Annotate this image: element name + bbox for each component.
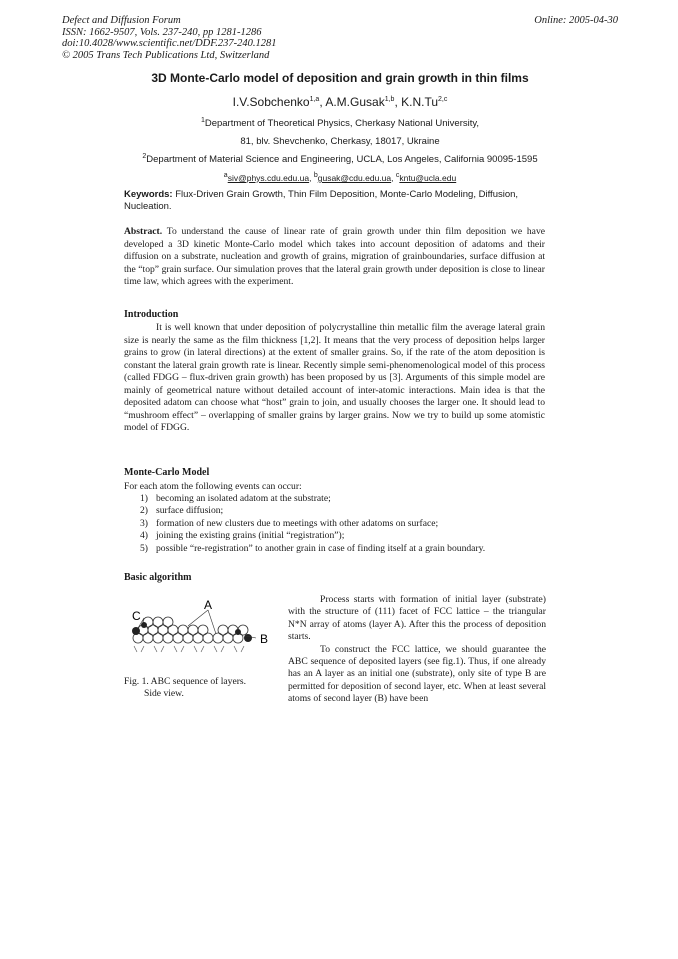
list-item [140, 505, 550, 517]
list-item [140, 530, 550, 542]
paper-title: 3D Monte-Carlo model of deposition and grain growth in thin films [151, 71, 529, 85]
caption-line-1: Fig. 1. ABC sequence of layers. [124, 676, 247, 687]
email-sup: a [223, 172, 228, 180]
algorithm-paragraph-2: To construct the FCC lattice, we should guarantee the ABC sequence of deposited layers (see fig.1). Thus, if one already has an A layer as an initial one (substrate), only site of type B are permitted for deposition of second layer, etc. When at least several atoms of second layer (B) have been [288, 643, 546, 705]
list-text: becoming an isolated adatom at the substrate; [156, 493, 331, 504]
keywords-label: Keywords: [124, 189, 173, 200]
email-sup: b [313, 172, 318, 180]
introduction-paragraph: It is well known that under deposition of polycrystalline thin metallic film the average lateral grain size is nearly the same as the film thickness [1,2]. It means that the very process of deposition helps larger grains to grow (in lateral directions) at the extent of smaller grains. So, if the rate of the atom deposition is constant the lateral grain growth rate is linear. Recently simple semi-phenomenological model of this process (called FDGG – flux-driven grain growth) has been proposed by us [3]. Arguments of this simple model are mainly of geometrical nature without detailed account of inter-atomic interactions. Main idea is that the deposited adatom can choose what “host” grain to join, and usually chooses the larger one. It should lead to “mushroom effect” – overlapping of smaller grains by larger grains. Now we try to build up some atomistic model of FDGG. [124, 322, 545, 433]
substrate-markers [134, 646, 244, 652]
email-link[interactable]: kntu@ucla.edu [399, 173, 457, 183]
doi-line: doi:10.4028/www.scientific.net/DDF.237-240.1281 [62, 38, 277, 49]
abstract-text: To understand the cause of linear rate of grain growth under thin film deposition we have developed a 3D kinetic Monte-Carlo model which takes into account deposition of adatoms and their diffusion on a substrate, nucleation and growth of grains, migration of grainboundaries, surface diffusion at the “top” grain surface. Our simulation proves that the lateral grain growth under deposition is close to linear time law, which agrees with the experiment. [124, 226, 545, 287]
online-date: Online: 2005-04-30 [534, 15, 618, 26]
affiliation-1-line1 [62, 115, 618, 133]
email-sep: , [309, 173, 314, 183]
email-sep: , [391, 173, 396, 183]
list-item [140, 518, 550, 530]
author-list [62, 95, 618, 109]
issn-line: ISSN: 1662-9507, Vols. 237-240, pp 1281-1286 [62, 26, 262, 38]
author-sep: , [319, 95, 326, 109]
algorithm-paragraph-1: Process starts with formation of initial layer (substrate) with the structure of (111) facet of FCC lattice – the triangular N*N array of atoms (layer A). After this the process of deposition starts. [288, 594, 546, 643]
abstract [124, 226, 545, 289]
caption-line-2: Side view. [144, 688, 184, 699]
journal-name: Defect and Diffusion Forum [62, 15, 181, 26]
affil-text: Department of Theoretical Physics, Cherkasy National University, [204, 118, 480, 129]
list-item [140, 543, 550, 555]
event-list [140, 493, 550, 555]
list-item [140, 493, 550, 505]
list-number: 3) [140, 517, 148, 529]
layer-c-atoms [143, 617, 173, 627]
affil-sup: 1 [200, 116, 205, 124]
affil-sup: 2 [142, 152, 147, 160]
affil-text: Department of Material Science and Engineering, UCLA, Los Angeles, California 90095-1595 [146, 154, 538, 165]
affiliations [62, 115, 618, 187]
keywords-text: Flux-Driven Grain Growth, Thin Film Deposition, Monte-Carlo Modeling, Diffusion, Nucleation. [124, 189, 519, 212]
list-text: formation of new clusters due to meetings with other adatoms on surface; [156, 517, 439, 529]
layer-b-atoms [138, 625, 248, 635]
author-sep: , [394, 95, 402, 109]
monte-carlo-heading: Monte-Carlo Model [124, 467, 210, 478]
list-number: 2) [140, 505, 148, 517]
abc-layers-figure [124, 594, 284, 669]
list-text: surface diffusion; [156, 505, 224, 517]
monte-carlo-intro: For each atom the following events can occur: [124, 481, 302, 492]
list-text: joining the existing grains (initial “registration”); [156, 530, 345, 542]
email-link[interactable]: gusak@cdu.edu.ua [317, 173, 392, 183]
author-affil-sup: 1,a [309, 96, 320, 103]
list-number: 5) [140, 542, 148, 554]
figure-caption [124, 676, 279, 700]
email-sup: c [395, 172, 400, 180]
email-link[interactable]: siv@phys.cdu.edu.ua [227, 173, 310, 183]
journal-header [62, 15, 618, 61]
author-name: I.V.Sobchenko [232, 95, 310, 109]
list-number: 1) [140, 493, 148, 504]
layer-a-atoms [133, 633, 243, 643]
basic-algorithm-text [288, 594, 546, 706]
email-line [62, 169, 618, 187]
copyright-line: © 2005 Trans Tech Publications Ltd, Switzerland [62, 49, 270, 61]
author-name: A.M.Gusak [325, 95, 385, 109]
author-affil-sup: 2,c [438, 96, 448, 103]
figure-label-c: C [132, 609, 141, 623]
author-affil-sup: 1,b [384, 96, 395, 103]
figure-label-a: A [204, 598, 213, 612]
keywords [124, 189, 545, 213]
abstract-label: Abstract. [124, 226, 163, 237]
basic-algorithm-heading: Basic algorithm [124, 572, 192, 583]
introduction-heading: Introduction [124, 309, 179, 320]
affiliation-2 [62, 151, 618, 169]
author-name: K.N.Tu [401, 95, 439, 109]
list-text: possible “re-registration” to another grain in case of finding itself at a grain boundary. [156, 542, 486, 554]
figure-label-b: B [260, 632, 269, 646]
affiliation-1-line2: 81, blv. Shevchenko, Cherkasy, 18017, Ukraine [240, 136, 440, 147]
list-number: 4) [140, 530, 148, 542]
